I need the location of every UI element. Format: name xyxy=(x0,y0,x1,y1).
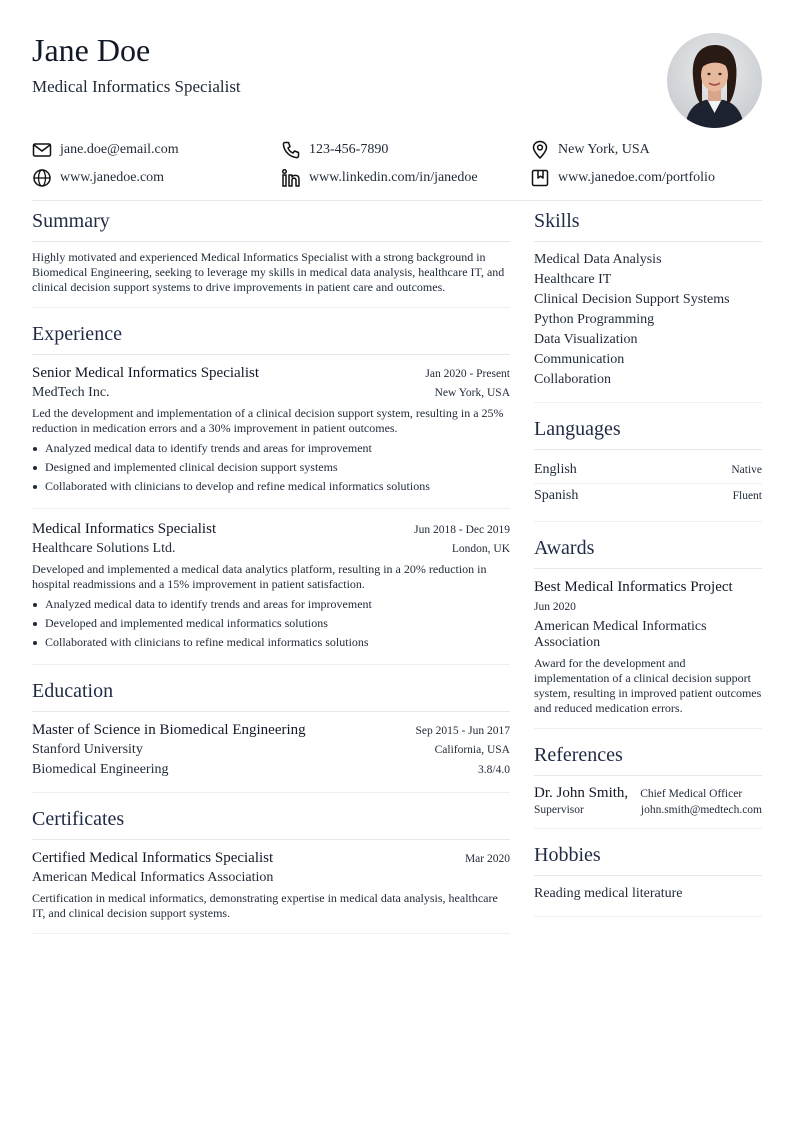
phone-icon xyxy=(281,140,301,160)
degree: Master of Science in Biomedical Engineering xyxy=(32,722,306,738)
job-location: New York, USA xyxy=(434,387,510,399)
contact-website[interactable]: www.janedoe.com xyxy=(32,168,281,188)
skills-list xyxy=(534,250,762,390)
awards-section xyxy=(534,534,762,729)
experience-entry xyxy=(32,519,510,652)
job-dates: Jun 2018 - Dec 2019 xyxy=(414,524,510,536)
contact-email[interactable]: jane.doe@email.com xyxy=(32,140,281,160)
school-name: Stanford University xyxy=(32,742,143,757)
school-location: California, USA xyxy=(434,744,510,756)
location-icon xyxy=(530,140,550,160)
job-description: Developed and implemented a medical data analytics platform, resulting in a 20% reduction in hospital readmissions and a 15% improvement in patient satisfaction. xyxy=(32,562,487,591)
reference-role: Chief Medical Officer xyxy=(640,788,743,800)
company-name: MedTech Inc. xyxy=(32,385,110,400)
list-item: Developed and implemented medical informatics solutions xyxy=(32,614,510,633)
award-description: Award for the development and implementation of a clinical decision support system, resulting in improved patient outcomes and reduced medication errors. xyxy=(534,656,762,715)
job-bullets xyxy=(32,595,510,652)
job-title: Senior Medical Informatics Specialist xyxy=(32,365,260,381)
header-divider xyxy=(32,200,762,201)
contact-linkedin[interactable]: www.linkedin.com/in/janedoe xyxy=(281,168,530,188)
job-bullets xyxy=(32,439,510,496)
list-item: Data Visualization xyxy=(534,332,638,347)
section-heading: Languages xyxy=(534,415,762,450)
job-location: London, UK xyxy=(451,543,510,555)
certificate-title: Certified Medical Informatics Specialist xyxy=(32,850,274,866)
reference-email[interactable]: john.smith@medtech.com xyxy=(640,804,762,816)
skills-section xyxy=(534,207,762,403)
gpa: 3.8/4.0 xyxy=(478,764,510,776)
certificate-description: Certification in medical informatics, demonstrating expertise in medical data analysis, healthcare IT, and clinical decision support systems. xyxy=(32,891,498,920)
section-heading: Certificates xyxy=(32,805,510,840)
education-section xyxy=(32,677,510,793)
language-level: Native xyxy=(731,464,762,476)
contact-info xyxy=(32,136,762,192)
avatar-photo xyxy=(667,33,762,128)
candidate-title: Medical Informatics Specialist xyxy=(32,77,241,96)
linkedin-icon xyxy=(281,168,301,188)
list-item: Reading medical literature xyxy=(534,886,683,901)
education-dates: Sep 2015 - Jun 2017 xyxy=(415,725,510,737)
language-level: Fluent xyxy=(732,490,762,502)
job-title: Medical Informatics Specialist xyxy=(32,521,217,537)
language-name: Spanish xyxy=(534,488,579,503)
contact-location: New York, USA xyxy=(530,140,762,160)
language-row xyxy=(534,483,762,509)
company-name: Healthcare Solutions Ltd. xyxy=(32,541,176,556)
award-organization: American Medical Informatics Association xyxy=(534,619,707,650)
certificates-section xyxy=(32,805,510,934)
list-item: Designed and implemented clinical decision support systems xyxy=(32,458,510,477)
list-item: Analyzed medical data to identify trends and areas for improvement xyxy=(32,595,510,614)
certificate-issuer: American Medical Informatics Association xyxy=(32,870,274,885)
globe-icon xyxy=(32,168,52,188)
reference-name: Dr. John Smith, xyxy=(534,785,629,801)
job-description: Led the development and implementation of a clinical decision support system, resulting in a 25% reduction in medication errors and a 30% improvement in patient outcomes. xyxy=(32,406,504,435)
mail-icon xyxy=(32,140,52,160)
job-dates: Jan 2020 - Present xyxy=(425,368,510,380)
resume-header xyxy=(32,30,762,130)
language-row xyxy=(534,458,762,483)
section-heading: Skills xyxy=(534,207,762,242)
list-item: Python Programming xyxy=(534,312,655,327)
list-item: Communication xyxy=(534,352,625,367)
candidate-name: Jane Doe xyxy=(32,32,151,68)
references-section xyxy=(534,741,762,829)
list-item: Collaborated with clinicians to develop and refine medical informatics solutions xyxy=(32,477,510,496)
languages-section xyxy=(534,415,762,522)
right-column xyxy=(534,207,762,929)
hobbies-section xyxy=(534,841,762,917)
section-heading: References xyxy=(534,741,762,776)
experience-entry xyxy=(32,363,510,509)
list-item: Analyzed medical data to identify trends and areas for improvement xyxy=(32,439,510,458)
award-date: Jun 2020 xyxy=(534,601,576,613)
section-heading: Education xyxy=(32,677,510,712)
certificate-date: Mar 2020 xyxy=(464,853,510,865)
award-title: Best Medical Informatics Project xyxy=(534,579,733,595)
bookmark-icon xyxy=(530,168,550,188)
left-column xyxy=(32,207,510,946)
section-heading: Awards xyxy=(534,534,762,569)
language-name: English xyxy=(534,462,577,477)
section-heading: Experience xyxy=(32,320,510,355)
summary-section xyxy=(32,207,510,308)
contact-phone[interactable]: 123-456-7890 xyxy=(281,140,530,160)
section-heading: Summary xyxy=(32,207,510,242)
section-heading: Hobbies xyxy=(534,841,762,876)
list-item: Collaboration xyxy=(534,372,611,387)
summary-text: Highly motivated and experienced Medical Informatics Specialist with a strong background in Biomedical Engineering, seeking to leverage my skills in medical data analysis, healthcare IT, and clinical decision support systems to drive improvements in patient care and outcomes. xyxy=(32,250,505,294)
list-item: Collaborated with clinicians to refine medical informatics solutions xyxy=(32,633,510,652)
list-item: Clinical Decision Support Systems xyxy=(534,292,730,307)
reference-relation: Supervisor xyxy=(534,804,584,816)
field-of-study: Biomedical Engineering xyxy=(32,762,169,777)
list-item: Healthcare IT xyxy=(534,272,612,287)
avatar xyxy=(667,33,762,128)
experience-section xyxy=(32,320,510,665)
contact-portfolio[interactable]: www.janedoe.com/portfolio xyxy=(530,168,762,188)
list-item: Medical Data Analysis xyxy=(534,252,662,267)
